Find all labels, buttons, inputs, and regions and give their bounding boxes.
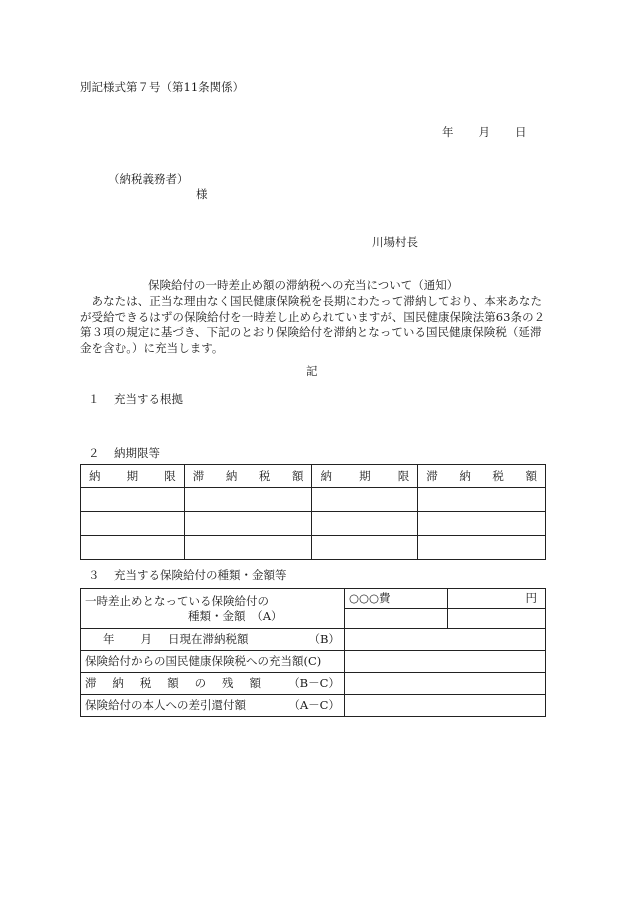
benefit-amount-cell[interactable] [447,589,545,609]
date-month: 月 [478,125,490,139]
header-tax-amount-2: 滞 納 税 額 [418,465,546,488]
delinquent-tax-label: 年 月 日現在滞納税額 （B） [81,629,345,651]
date-line [442,125,527,139]
table-cell[interactable] [184,512,312,536]
table-cell[interactable] [344,651,545,673]
table-row [81,695,546,717]
table-cell[interactable] [81,536,185,560]
payment-due-table [80,464,546,560]
table-cell[interactable] [312,536,418,560]
table-row [81,589,546,609]
section-2-number: ２ [88,446,100,460]
table-cell[interactable] [344,629,545,651]
table-cell[interactable] [312,488,418,512]
table-cell[interactable] [184,536,312,560]
table-cell[interactable] [418,536,546,560]
date-year: 年 [442,125,454,139]
ki-heading: 記 [306,364,318,378]
header-due-date-2: 納 期 限 [312,465,418,488]
table-cell[interactable] [184,488,312,512]
header-due-date-1: 納 期 限 [81,465,185,488]
section-2-heading [88,446,160,460]
table-row [81,651,546,673]
table-cell[interactable] [344,609,447,629]
section-3-heading [88,568,287,582]
header-tax-amount-1: 滞 納 税 額 [184,465,312,488]
section-1-number: １ [88,392,100,406]
table-row [81,512,546,536]
taxpayer-label: （納税義務者） [108,172,189,186]
issuer: 川場村長 [372,235,418,249]
refund-amount-label: 保険給付の本人への差引還付額 （A－C） [81,695,345,717]
benefit-allocation-table [80,588,546,717]
table-header-row [81,465,546,488]
date-day: 日 [515,125,527,139]
suspended-benefit-label: 一時差止めとなっている保険給付の 種類・金額 （A） [81,589,345,629]
table-cell[interactable] [312,512,418,536]
table-cell[interactable] [344,673,545,695]
body-paragraph [80,294,550,357]
remaining-balance-label: 滞 納 税 額 の 残 額 （B－C） [81,673,345,695]
table-row [81,629,546,651]
yen-unit: 円 [525,591,537,606]
table-cell[interactable] [344,695,545,717]
allocation-amount-label: 保険給付からの国民健康保険税への充当額(C) [81,651,345,673]
table-cell[interactable] [81,512,185,536]
section-2-title: 納期限等 [114,446,160,460]
honorific: 様 [196,187,208,201]
body-text: あなたは、正当な理由なく国民健康保険税を長期にわたって滞納しており、本来あなたが受給できるはずの保険給付を一時差し止められていますが、国民健康保険法第63条の２第３項の規定に基づき、下記のとおり保険給付を滞納となっている国民健康保険税（延滞金を含む。）に充当します。 [80,294,546,355]
table-cell[interactable] [447,609,545,629]
document-title: 保険給付の一時差止め額の滞納税への充当について（通知） [148,278,459,292]
form-id: 別記様式第７号（第11条関係） [80,80,245,94]
benefit-type: ○○○費 [348,591,391,606]
benefit-type-cell[interactable] [344,589,447,609]
section-1-title: 充当する根拠 [114,392,183,406]
table-row [81,488,546,512]
table-cell[interactable] [418,488,546,512]
table-cell[interactable] [418,512,546,536]
section-3-number: ３ [88,568,100,582]
section-3-title: 充当する保険給付の種類・金額等 [114,568,287,582]
section-1-heading [88,392,183,406]
table-cell[interactable] [81,488,185,512]
table-row [81,536,546,560]
table-row [81,673,546,695]
